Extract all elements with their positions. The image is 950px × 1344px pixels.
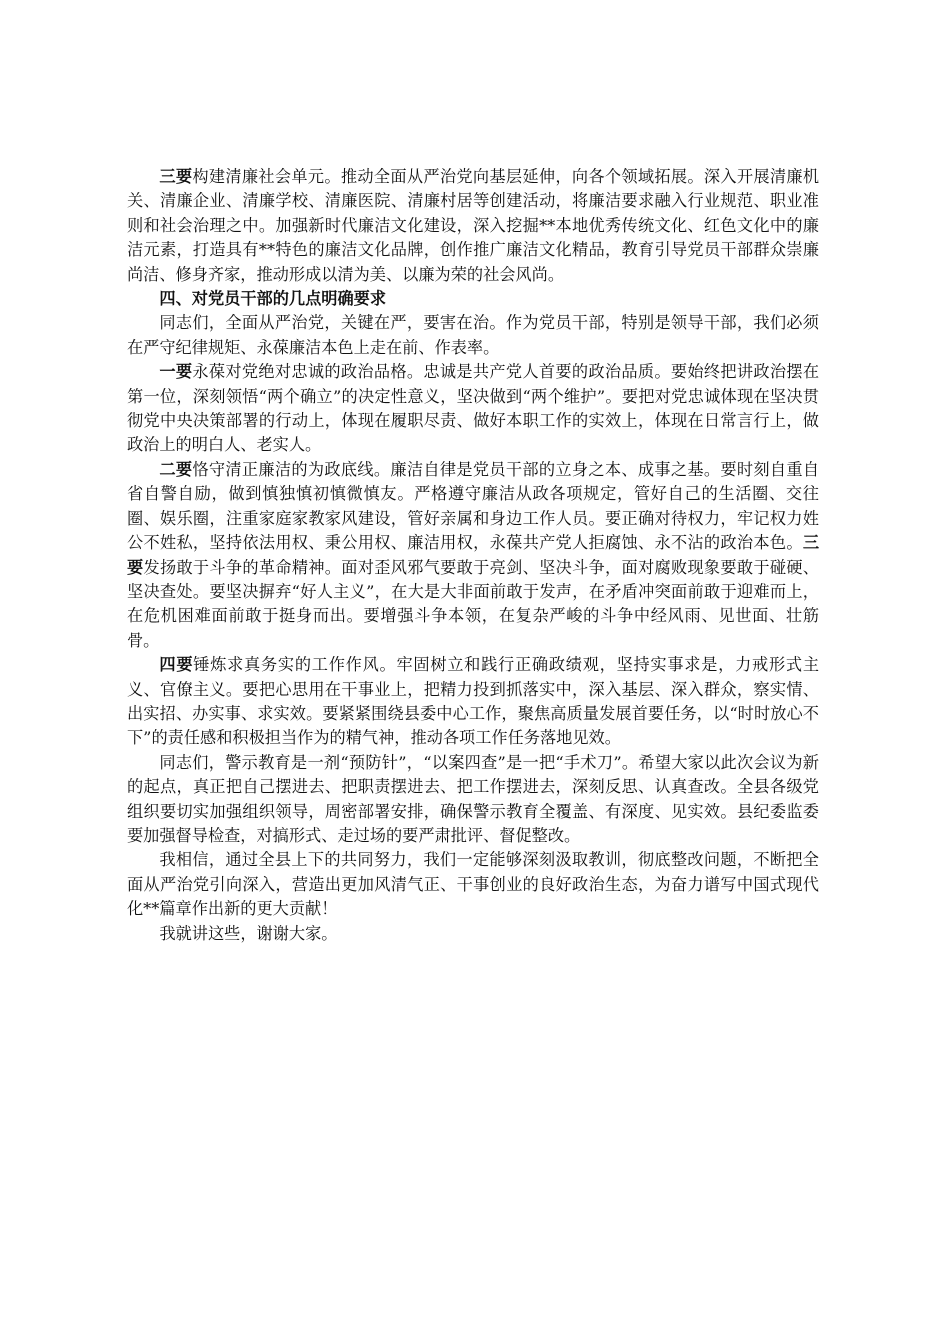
paragraph-lead: 三要 [127,533,819,577]
paragraph-text: 永葆对党绝对忠诚的政治品格。忠诚是共产党人首要的政治品质。要始终把讲政治摆在第一位，深刻领悟“两个确立”的决定性意义，坚决做到“两个维护”。要把对党忠诚体现在坚决贯彻党中央决策部署的行动上，体现在履职尽责、做好本职工作的实效上，体现在日常言行上，做政治上的明白人、老实人。 [127,362,820,455]
paragraph-text: 同志们，警示教育是一剂“预防针”，“以案四查”是一把“手术刀”。希望大家以此次会议为新的起点，真正把自己摆进去、把职责摆进去、把工作摆进去，深刻反思、认真查改。全县各级党组织要切实加强组织领导，周密部署安排，确保警示教育全覆盖、有深度、见实效。县纪委监委要加强督导检查，对搞形式、走过场的要严肃批评、督促整改。 [127,752,819,845]
paragraph-lead: 二要 [159,459,193,479]
paragraph-warning-education [127,751,819,849]
paragraph-text: 同志们，全面从严治党，关键在严，要害在治。作为党员干部，特别是领导干部，我们必须在严守纪律规矩、永葆廉洁本色上走在前、作表率。 [127,313,819,357]
section-heading-text: 四、对党员干部的几点明确要求 [159,289,387,309]
paragraph-integrity [127,458,819,653]
paragraph-loyalty [127,360,819,458]
paragraph-closing [127,922,819,946]
paragraph-text: 我就讲这些，谢谢大家。 [159,923,338,943]
paragraph-text: 锤炼求真务实的工作作风。牢固树立和践行正确政绩观，坚持实事求是，力戒形式主义、官僚主义。要把心思用在干事业上，把精力投到抓落实中，深入基层、深入群众，察实情、出实招、办实事、求实效。要紧紧围绕县委中心工作，聚焦高质量发展首要任务，以“时时放心不下”的责任感和积极担当作为的精气神，推动各项工作任务落地见效。 [127,655,820,748]
section-heading [127,287,819,311]
paragraph-text: 我相信，通过全县上下的共同努力，我们一定能够深刻汲取教训，彻底整改问题，不断把全面从严治党引向深入，营造出更加风清气正、干事创业的良好政治生态，为奋力谱写中国式现代化**篇章作出新的更大贡献！ [127,850,819,919]
paragraph-lead: 四要 [159,655,194,675]
document-body [127,165,819,946]
paragraph-belief [127,848,819,921]
paragraph-lead: 一要 [159,362,193,382]
paragraph-text: 构建清廉社会单元。推动全面从严治党向基层延伸，向各个领域拓展。深入开展清廉机关、清廉企业、清廉学校、清廉医院、清廉村居等创建活动，将廉洁要求融入行业规范、职业准则和社会治理之中。加强新时代廉洁文化建设，深入挖掘**本地优秀传统文化、红色文化中的廉洁元素，打造具有**特色的廉洁文化品牌，创作推广廉洁文化精品，教育引导党员干部群众崇廉尚洁、修身齐家，推动形成以清为美、以廉为荣的社会风尚。 [127,167,820,284]
paragraph-text: 发扬敢于斗争的革命精神。面对歪风邪气要敢于亮剑、坚决斗争，面对腐败现象要敢于碰硬、坚决查处。要坚决摒弃“好人主义”，在大是大非面前敢于发声，在矛盾冲突面前敢于迎难而上，在危机困难面前敢于挺身而出。要增强斗争本领，在复杂严峻的斗争中经风雨、见世面、壮筋骨。 [127,557,819,650]
paragraph-text: 恪守清正廉洁的为政底线。廉洁自律是党员干部的立身之本、成事之基。要时刻自重自省自警自励，做到慎独慎初慎微慎友。严格遵守廉洁从政各项规定，管好自己的生活圈、交往圈、娱乐圈，注重家庭家教家风建设，管好亲属和身边工作人员。要正确对待权力，牢记权力姓公不姓私，坚持依法用权、秉公用权、廉洁用权，永葆共产党人拒腐蚀、永不沾的政治本色。 [127,459,820,553]
paragraph-work-style [127,653,819,751]
paragraph-social-units [127,165,819,287]
paragraph-lead: 三要 [159,167,193,186]
paragraph-intro [127,311,819,360]
